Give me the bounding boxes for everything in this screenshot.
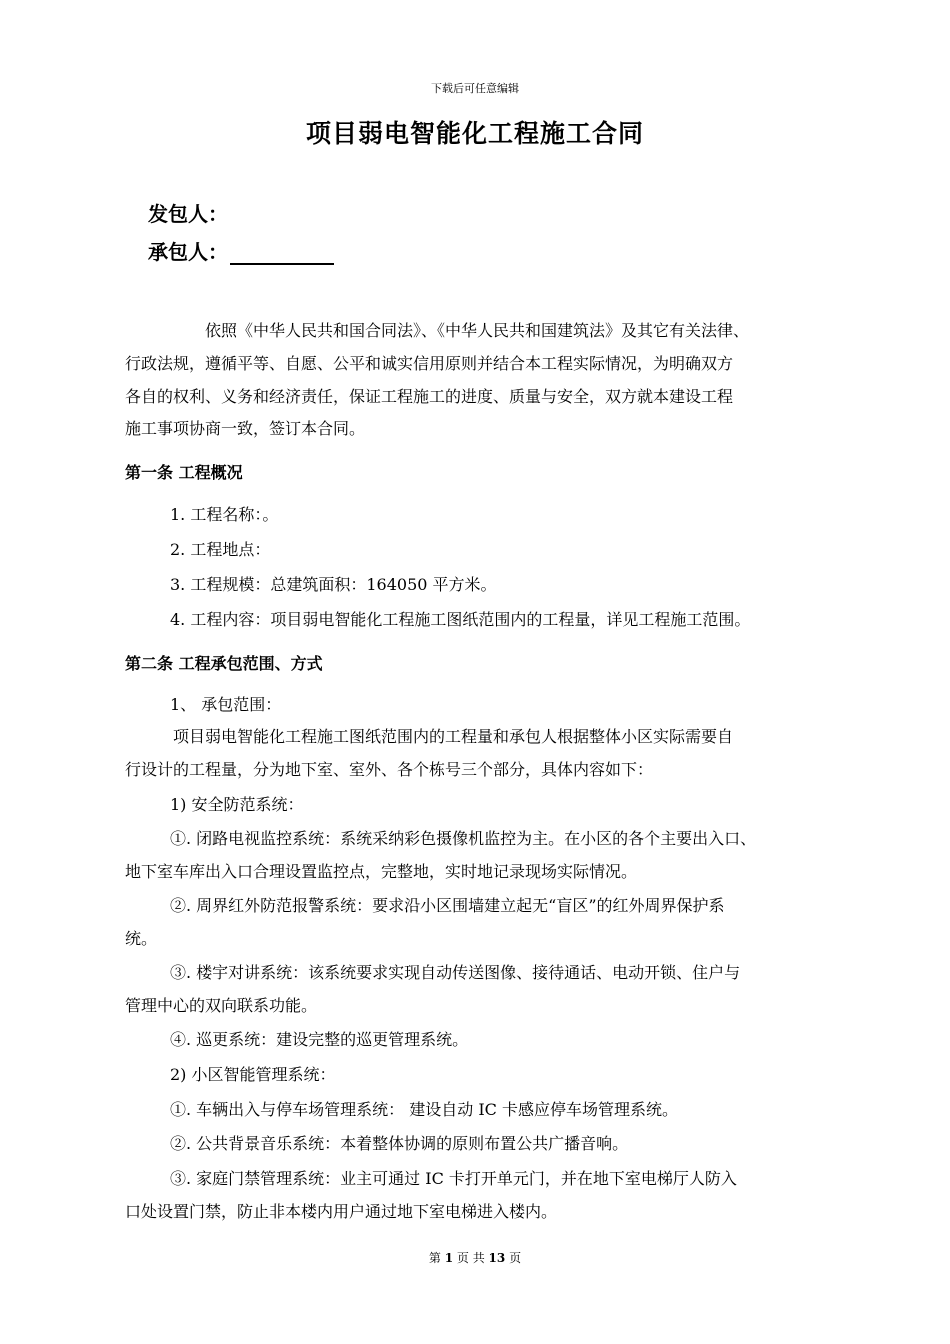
security-item: ①. 闭路电视监控系统：系统采纳彩色摄像机监控为主。在小区的各个主要出入口、	[170, 829, 757, 848]
header-note: 下载后可任意编辑	[431, 82, 519, 95]
scope-text-line: 项目弱电智能化工程施工图纸范围内的工程量和承包人根据整体小区实际需要自	[173, 727, 734, 746]
contractor-line	[148, 236, 334, 265]
intro-line: 各自的权利、义务和经济责任，保证工程施工的进度、质量与安全，双方就本建设工程	[125, 387, 734, 406]
security-item: ③. 楼宇对讲系统：该系统要求实现自动传送图像、接待通话、电动开锁、住户与	[170, 963, 741, 982]
intro-line: 依照《中华人民共和国合同法》、《中华人民共和国建筑法》及其它有关法律、	[205, 321, 750, 340]
management-item: ①. 车辆出入与停车场管理系统： 建设自动 IC 卡感应停车场管理系统。	[170, 1100, 678, 1119]
security-item-cont: 管理中心的双向联系功能。	[125, 996, 318, 1015]
footer-suffix: 页	[505, 1251, 522, 1265]
security-item-cont: 地下室车库出入口合理设置监控点，完整地，实时地记录现场实际情况。	[125, 862, 638, 881]
article-1-item: 3. 工程规模：总建筑面积：164050 平方米。	[170, 575, 497, 594]
security-item: ④. 巡更系统：建设完整的巡更管理系统。	[170, 1030, 469, 1049]
footer-prefix: 第	[428, 1251, 445, 1265]
article-1-heading: 第一条 工程概况	[125, 463, 243, 482]
article-1-item: 1. 工程名称：。	[170, 505, 279, 524]
management-item-cont: 口处设置门禁，防止非本楼内用户通过地下室电梯进入楼内。	[125, 1202, 558, 1221]
document-title: 项目弱电智能化工程施工合同	[305, 119, 644, 148]
intro-line: 行政法规，遵循平等、自愿、公平和诚实信用原则并结合本工程实际情况，为明确双方	[125, 354, 734, 373]
management-item: ②. 公共背景音乐系统：本着整体协调的原则布置公共广播音响。	[170, 1134, 629, 1153]
page-footer	[0, 1249, 950, 1266]
security-system-label: 1) 安全防范系统：	[170, 795, 304, 814]
management-item: ③. 家庭门禁管理系统：业主可通过 IC 卡打开单元门，并在地下室电梯厅人防入	[170, 1169, 737, 1188]
article-2-heading: 第二条 工程承包范围、方式	[125, 654, 323, 673]
security-item-cont: 统。	[125, 929, 158, 948]
footer-total-pages: 13	[488, 1251, 506, 1265]
footer-middle: 页 共	[453, 1251, 489, 1265]
contractor-label: 承包人：	[148, 240, 228, 264]
scope-label: 1、 承包范围：	[170, 695, 282, 714]
footer-page-number: 1	[444, 1251, 454, 1265]
employer-line	[148, 198, 228, 227]
article-1-item: 4. 工程内容：项目弱电智能化工程施工图纸范围内的工程量，详见工程施工范围。	[170, 610, 751, 629]
intro-line: 施工事项协商一致，签订本合同。	[125, 419, 366, 438]
management-system-label: 2) 小区智能管理系统：	[170, 1065, 336, 1084]
employer-label: 发包人：	[148, 202, 228, 226]
contractor-blank-line	[230, 245, 334, 265]
scope-text-line: 行设计的工程量，分为地下室、室外、各个栋号三个部分，具体内容如下：	[125, 760, 654, 779]
article-1-item: 2. 工程地点：	[170, 540, 271, 559]
security-item: ②. 周界红外防范报警系统：要求沿小区围墙建立起无“盲区”的红外周界保护系	[170, 896, 725, 915]
